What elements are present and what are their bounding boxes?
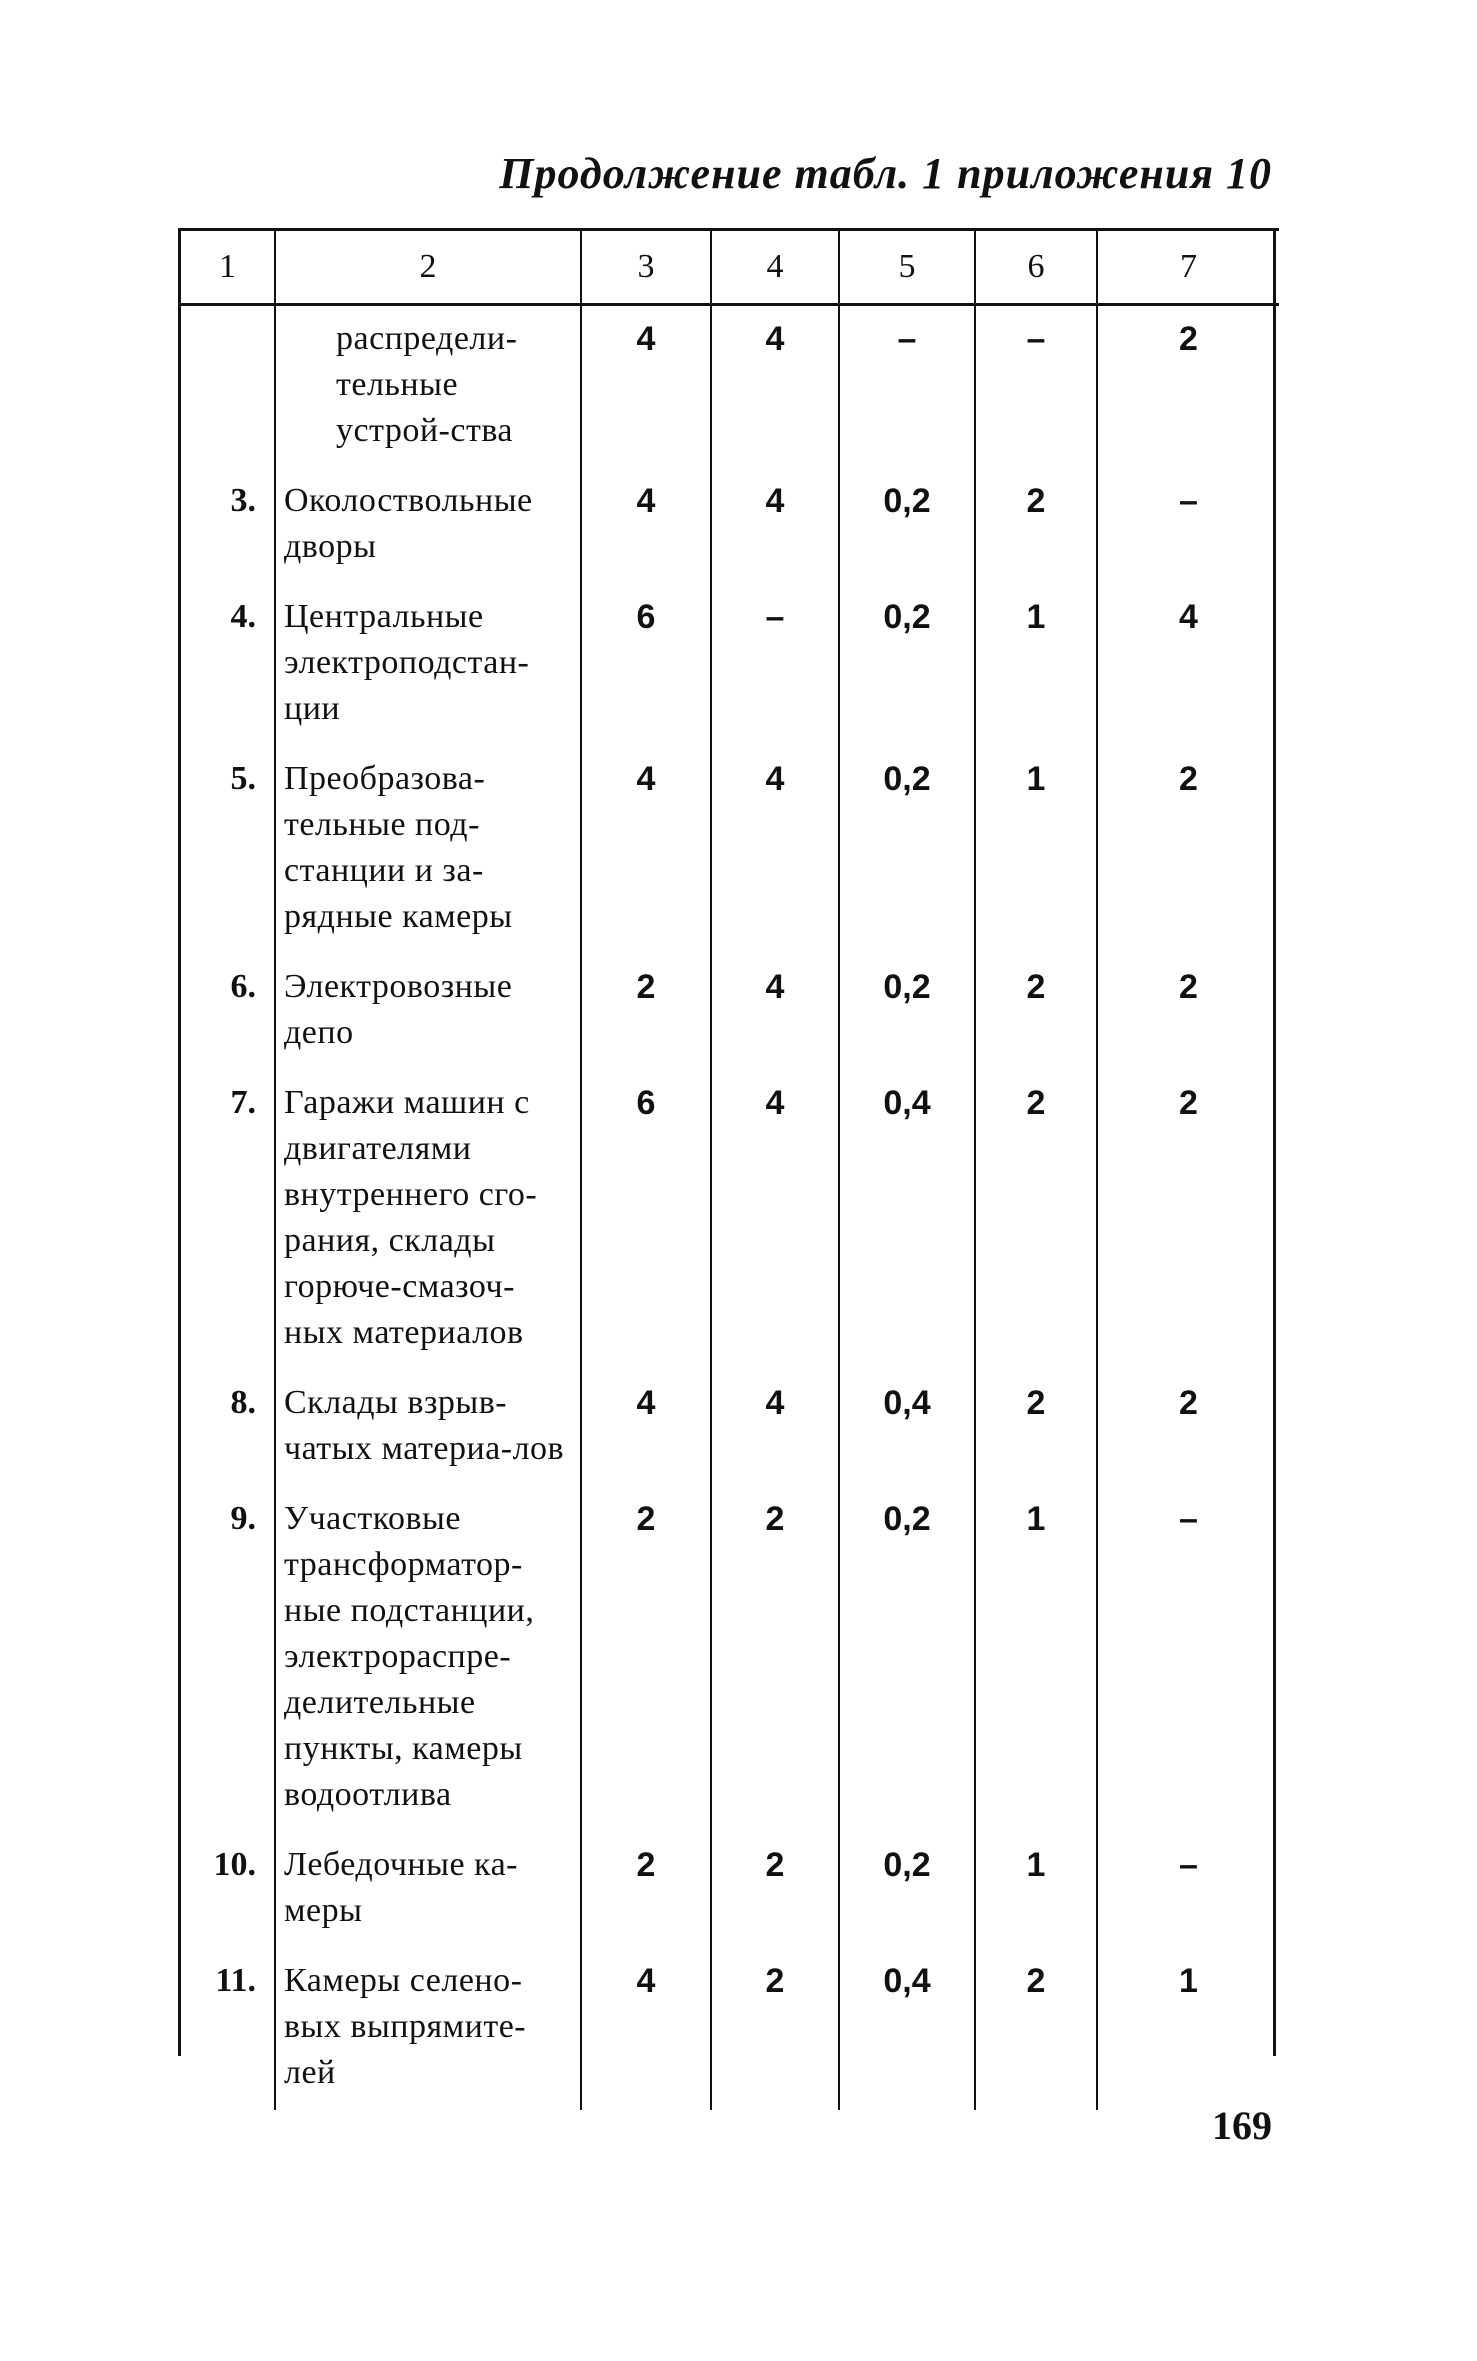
cell-col-7: 2 [1097, 1070, 1279, 1370]
cell-col-7: – [1097, 468, 1279, 584]
cell-col-6: 2 [975, 1070, 1097, 1370]
cell-col-6: 2 [975, 954, 1097, 1070]
header-col-6: 6 [975, 230, 1097, 305]
table-row [181, 1832, 1279, 1948]
cell-col-5: 0,2 [839, 584, 975, 746]
row-name: Центральные электроподстан-ции [275, 584, 581, 746]
table-row [181, 468, 1279, 584]
cell-col-5: 0,2 [839, 954, 975, 1070]
header-col-5: 5 [839, 230, 975, 305]
header-col-1: 1 [181, 230, 275, 305]
row-number: 9. [230, 1500, 256, 1537]
cell-col-7: 2 [1097, 305, 1279, 469]
row-number: 6. [230, 968, 256, 1005]
table-row [181, 1070, 1279, 1370]
cell-col-5: 0,2 [839, 1486, 975, 1832]
cell-col-4: 2 [711, 1832, 839, 1948]
cell-col-4: 2 [711, 1948, 839, 2110]
row-name: Околоствольные дворы [275, 468, 581, 584]
row-name: Склады взрыв-чатых материа-лов [275, 1370, 581, 1486]
header-col-4: 4 [711, 230, 839, 305]
cell-col-4: 4 [711, 468, 839, 584]
cell-col-3: 4 [581, 468, 711, 584]
cell-col-5: 0,4 [839, 1948, 975, 2110]
cell-col-6: 1 [975, 584, 1097, 746]
row-name: распредели-тельные устрой-ства [275, 305, 581, 469]
row-number: 8. [230, 1384, 256, 1421]
table-row [181, 1486, 1279, 1832]
cell-col-4: 4 [711, 1370, 839, 1486]
cell-col-5: – [839, 305, 975, 469]
data-table [181, 228, 1279, 2110]
row-name: Участковые трансформатор-ные подстанции, электрораспре-делительные пункты, камеры водоотлива [275, 1486, 581, 1832]
header-col-7: 7 [1097, 230, 1279, 305]
cell-col-3: 4 [581, 305, 711, 469]
header-col-3: 3 [581, 230, 711, 305]
row-name: Преобразова-тельные под-станции и за-рядные камеры [275, 746, 581, 954]
cell-col-6: 2 [975, 1370, 1097, 1486]
cell-col-6: 1 [975, 746, 1097, 954]
table-row [181, 584, 1279, 746]
row-number [181, 305, 275, 469]
cell-col-3: 2 [581, 1486, 711, 1832]
row-name: Камеры селено-вых выпрямите-лей [275, 1948, 581, 2110]
cell-col-3: 4 [581, 746, 711, 954]
cell-col-4: 4 [711, 954, 839, 1070]
page-number: 169 [1212, 2103, 1272, 2148]
cell-col-7: – [1097, 1486, 1279, 1832]
cell-col-5: 0,4 [839, 1370, 975, 1486]
cell-col-3: 4 [581, 1370, 711, 1486]
row-name: Электровозные депо [275, 954, 581, 1070]
header-row [181, 230, 1279, 305]
cell-col-6: 2 [975, 468, 1097, 584]
row-number: 5. [230, 760, 256, 797]
cell-col-3: 2 [581, 1832, 711, 1948]
table-row [181, 1948, 1279, 2110]
cell-col-5: 0,2 [839, 746, 975, 954]
row-number: 10. [213, 1846, 256, 1883]
cell-col-3: 2 [581, 954, 711, 1070]
cell-col-7: 2 [1097, 954, 1279, 1070]
cell-col-6: 1 [975, 1486, 1097, 1832]
cell-col-4: – [711, 584, 839, 746]
row-name: Гаражи машин с двигателями внутреннего сго-рания, склады горюче-смазоч-ных материалов [275, 1070, 581, 1370]
cell-col-6: – [975, 305, 1097, 469]
row-number: 11. [215, 1962, 256, 1999]
header-col-2: 2 [275, 230, 581, 305]
table-row [181, 1370, 1279, 1486]
cell-col-6: 2 [975, 1948, 1097, 2110]
row-number: 7. [230, 1084, 256, 1121]
row-number: 4. [230, 598, 256, 635]
row-number: 3. [230, 482, 256, 519]
cell-col-7: – [1097, 1832, 1279, 1948]
cell-col-7: 1 [1097, 1948, 1279, 2110]
row-name: Лебедочные ка-меры [275, 1832, 581, 1948]
table-frame [178, 228, 1276, 2091]
cell-col-4: 4 [711, 305, 839, 469]
cell-col-5: 0,2 [839, 468, 975, 584]
table-row [181, 954, 1279, 1070]
table-row [181, 305, 1279, 469]
cell-col-3: 6 [581, 584, 711, 746]
cell-col-7: 2 [1097, 746, 1279, 954]
cell-col-5: 0,2 [839, 1832, 975, 1948]
table-row [181, 746, 1279, 954]
table-continuation-caption: Продолжение табл. 1 приложения 10 [499, 149, 1272, 198]
cell-col-4: 4 [711, 1070, 839, 1370]
cell-col-4: 4 [711, 746, 839, 954]
cell-col-5: 0,4 [839, 1070, 975, 1370]
cell-col-3: 4 [581, 1948, 711, 2110]
cell-col-3: 6 [581, 1070, 711, 1370]
cell-col-4: 2 [711, 1486, 839, 1832]
cell-col-7: 4 [1097, 584, 1279, 746]
cell-col-6: 1 [975, 1832, 1097, 1948]
cell-col-7: 2 [1097, 1370, 1279, 1486]
